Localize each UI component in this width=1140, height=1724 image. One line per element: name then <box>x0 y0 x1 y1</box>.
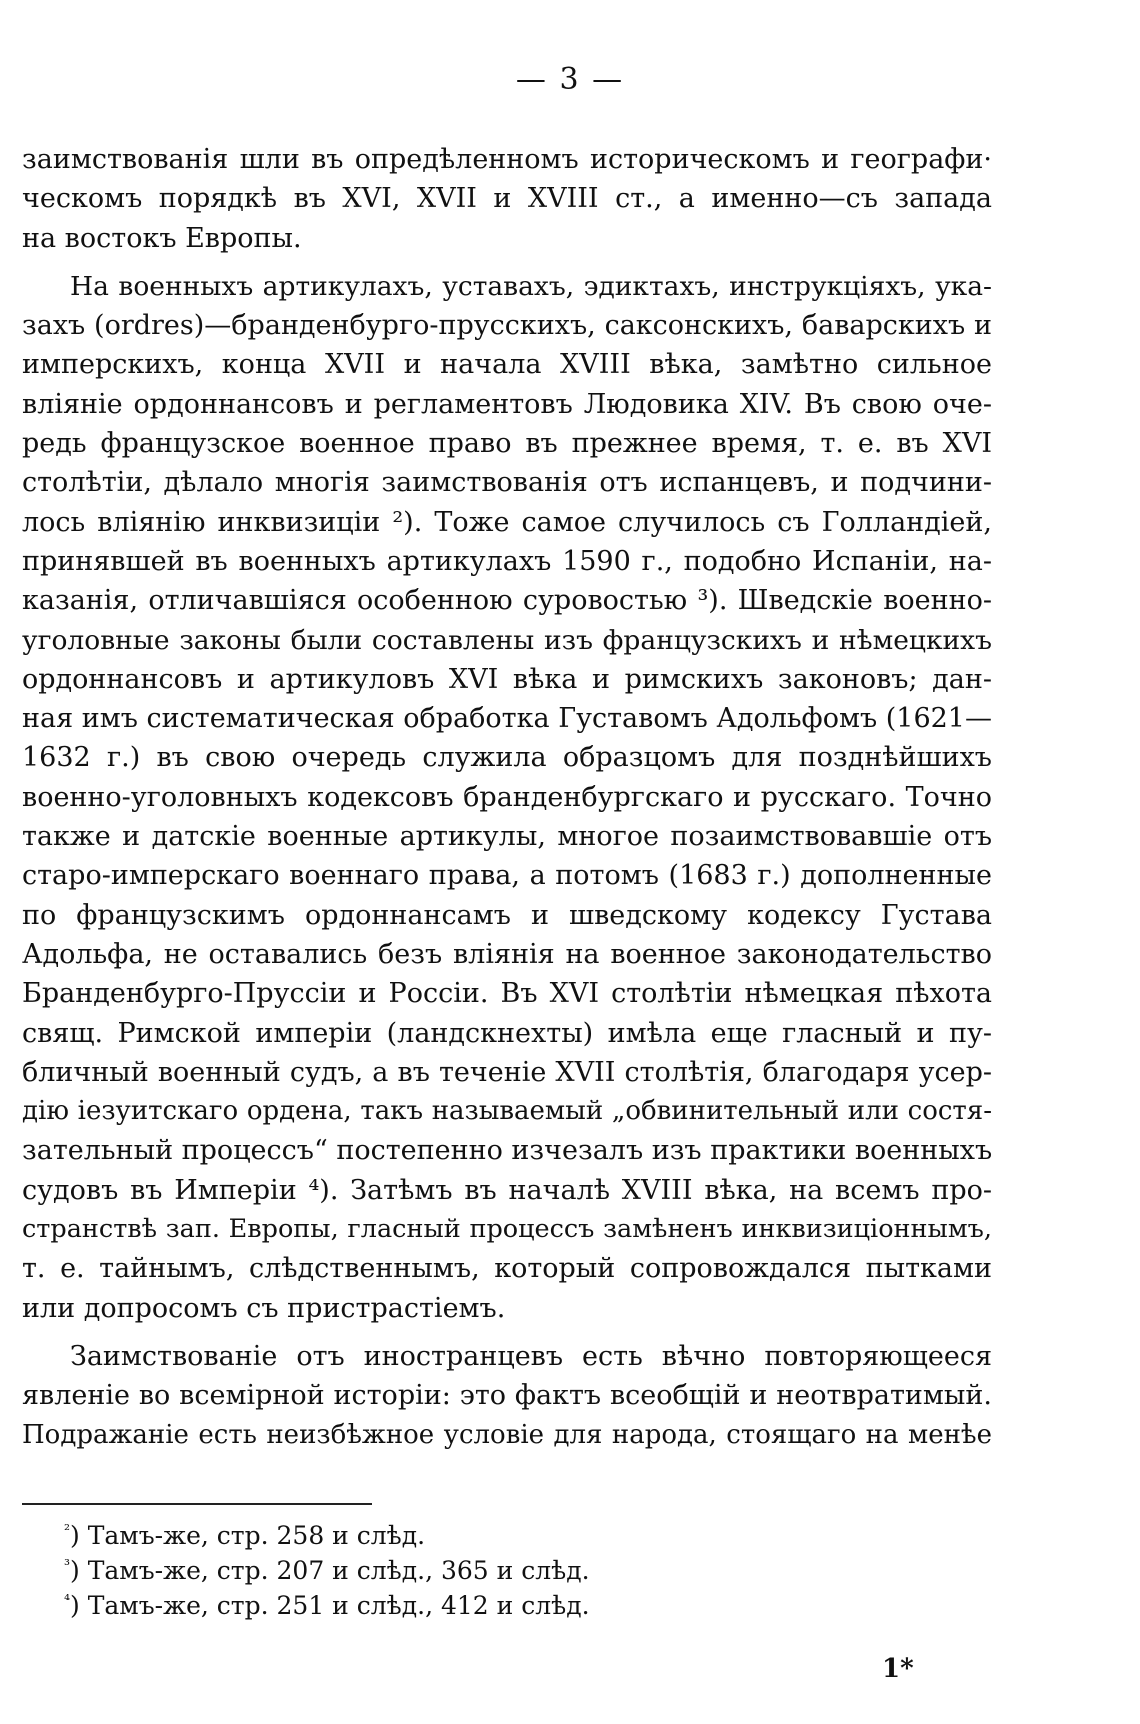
text-line: лось вліянію инквизиціи ²). Тоже самое случилось съ Голландіей, <box>22 506 992 538</box>
text-line: странствѣ зап. Европы, гласный процессъ замѣненъ инквизиціоннымъ, <box>22 1214 992 1245</box>
footnote-3 <box>64 1553 590 1588</box>
footnote-divider <box>22 1503 372 1505</box>
text-line: военно-уголовныхъ кодексовъ бранденбургскаго и русскаго. Точно <box>22 781 992 813</box>
footnote-mark: ⁴ <box>64 1591 71 1609</box>
paragraph-2 <box>22 267 992 1328</box>
text-line: старо-имперскаго военнаго права, а потомъ (1683 г.) дополненные <box>22 860 992 892</box>
paragraph-3 <box>22 1337 992 1455</box>
text-line: принявшей въ военныхъ артикулахъ 1590 г., подобно Испаніи, на- <box>22 545 992 577</box>
text-line: Адольфа, не оставались безъ вліянія на военное законодательство <box>22 938 992 970</box>
text-line: на востокъ Европы. <box>22 222 302 254</box>
text-line: На военныхъ артикулахъ, уставахъ, эдиктахъ, инструкціяхъ, ука- <box>70 270 992 302</box>
signature-mark: 1* <box>882 1654 914 1684</box>
text-line: Заимствованіе отъ иностранцевъ есть вѣчно повторяющееся <box>70 1340 992 1372</box>
footnote-2 <box>64 1518 590 1553</box>
paragraph-1 <box>22 140 992 258</box>
text-line: редь французское военное право въ прежнее время, т. е. въ XVI <box>22 428 992 460</box>
text-line: имперскихъ, конца XVII и начала XVIII вѣка, замѣтно сильное <box>22 349 992 381</box>
text-line: заимствованія шли въ опредѣленномъ историческомъ и географи· <box>22 144 992 175</box>
text-line: т. е. тайнымъ, слѣдственнымъ, который сопровождался пытками <box>22 1253 992 1285</box>
text-line: свящ. Римской имперіи (ландскнехты) имѣла еще гласный и пу- <box>22 1017 992 1049</box>
text-line: зательный процессъ“ постепенно изчезалъ изъ практики военныхъ <box>22 1135 993 1167</box>
text-line: бличный военный судъ, а въ теченіе XVII столѣтія, благодаря усер- <box>22 1056 992 1088</box>
text-line: ная имъ систематическая обработка Густавомъ Адольфомъ (1621— <box>22 703 992 735</box>
text-line: также и датскіе военные артикулы, многое позаимствовавшіе отъ <box>22 821 992 853</box>
text-line: дію іезуитскаго ордена, такъ называемый „обвинительный или состя- <box>22 1096 992 1127</box>
text-line: 1632 г.) въ свою очередь служила образцомъ для позднѣйшихъ <box>22 742 992 774</box>
footnote-text: ) Тамъ-же, стр. 251 и слѣд., 412 и слѣд. <box>70 1591 590 1620</box>
footnote-mark: ² <box>64 1521 71 1539</box>
text-line: ордоннансовъ и артикуловъ XVI вѣка и римскихъ законовъ; дан- <box>22 663 992 695</box>
text-line: судовъ въ Имперіи ⁴). Затѣмъ въ началѣ XVIII вѣка, на всемъ про- <box>22 1174 992 1206</box>
text-line: Бранденбурго-Пруссіи и Россіи. Въ XVI столѣтіи нѣмецкая пѣхота <box>22 978 992 1010</box>
body-text <box>22 140 992 1455</box>
text-line: или допросомъ съ пристрастіемъ. <box>22 1292 506 1324</box>
text-line: захъ (ordres)—бранденбурго-прусскихъ, саксонскихъ, баварскихъ и <box>22 310 992 342</box>
footnote-mark: ³ <box>64 1556 71 1574</box>
text-line: по французскимъ ордоннансамъ и шведскому кодексу Густава <box>22 899 992 931</box>
footnote-4 <box>64 1588 590 1623</box>
text-line: столѣтіи, дѣлало многія заимствованія отъ испанцевъ, и подчини- <box>22 467 992 499</box>
text-line: уголовные законы были составлены изъ французскихъ и нѣмецкихъ <box>22 624 992 656</box>
text-line: казанія, отличавшіяся особенною суровостью ³). Шведскіе военно- <box>22 585 992 617</box>
footnotes <box>64 1518 590 1623</box>
text-line: явленіе во всемірной исторіи: это фактъ всеобщій и неотвратимый. <box>22 1380 992 1412</box>
footnote-text: ) Тамъ-же, стр. 258 и слѣд. <box>70 1521 426 1550</box>
text-line: ческомъ порядкѣ въ XVI, XVII и XVIII ст., а именно—съ запада <box>22 183 992 215</box>
page-number: — 3 — <box>515 62 625 97</box>
text-line: вліяніе ордоннансовъ и регламентовъ Людовика XIV. Въ свою оче- <box>22 388 992 420</box>
footnote-text: ) Тамъ-же, стр. 207 и слѣд., 365 и слѣд. <box>70 1556 590 1585</box>
text-line: Подражаніе есть неизбѣжное условіе для народа, стоящаго на менѣе <box>22 1419 992 1450</box>
